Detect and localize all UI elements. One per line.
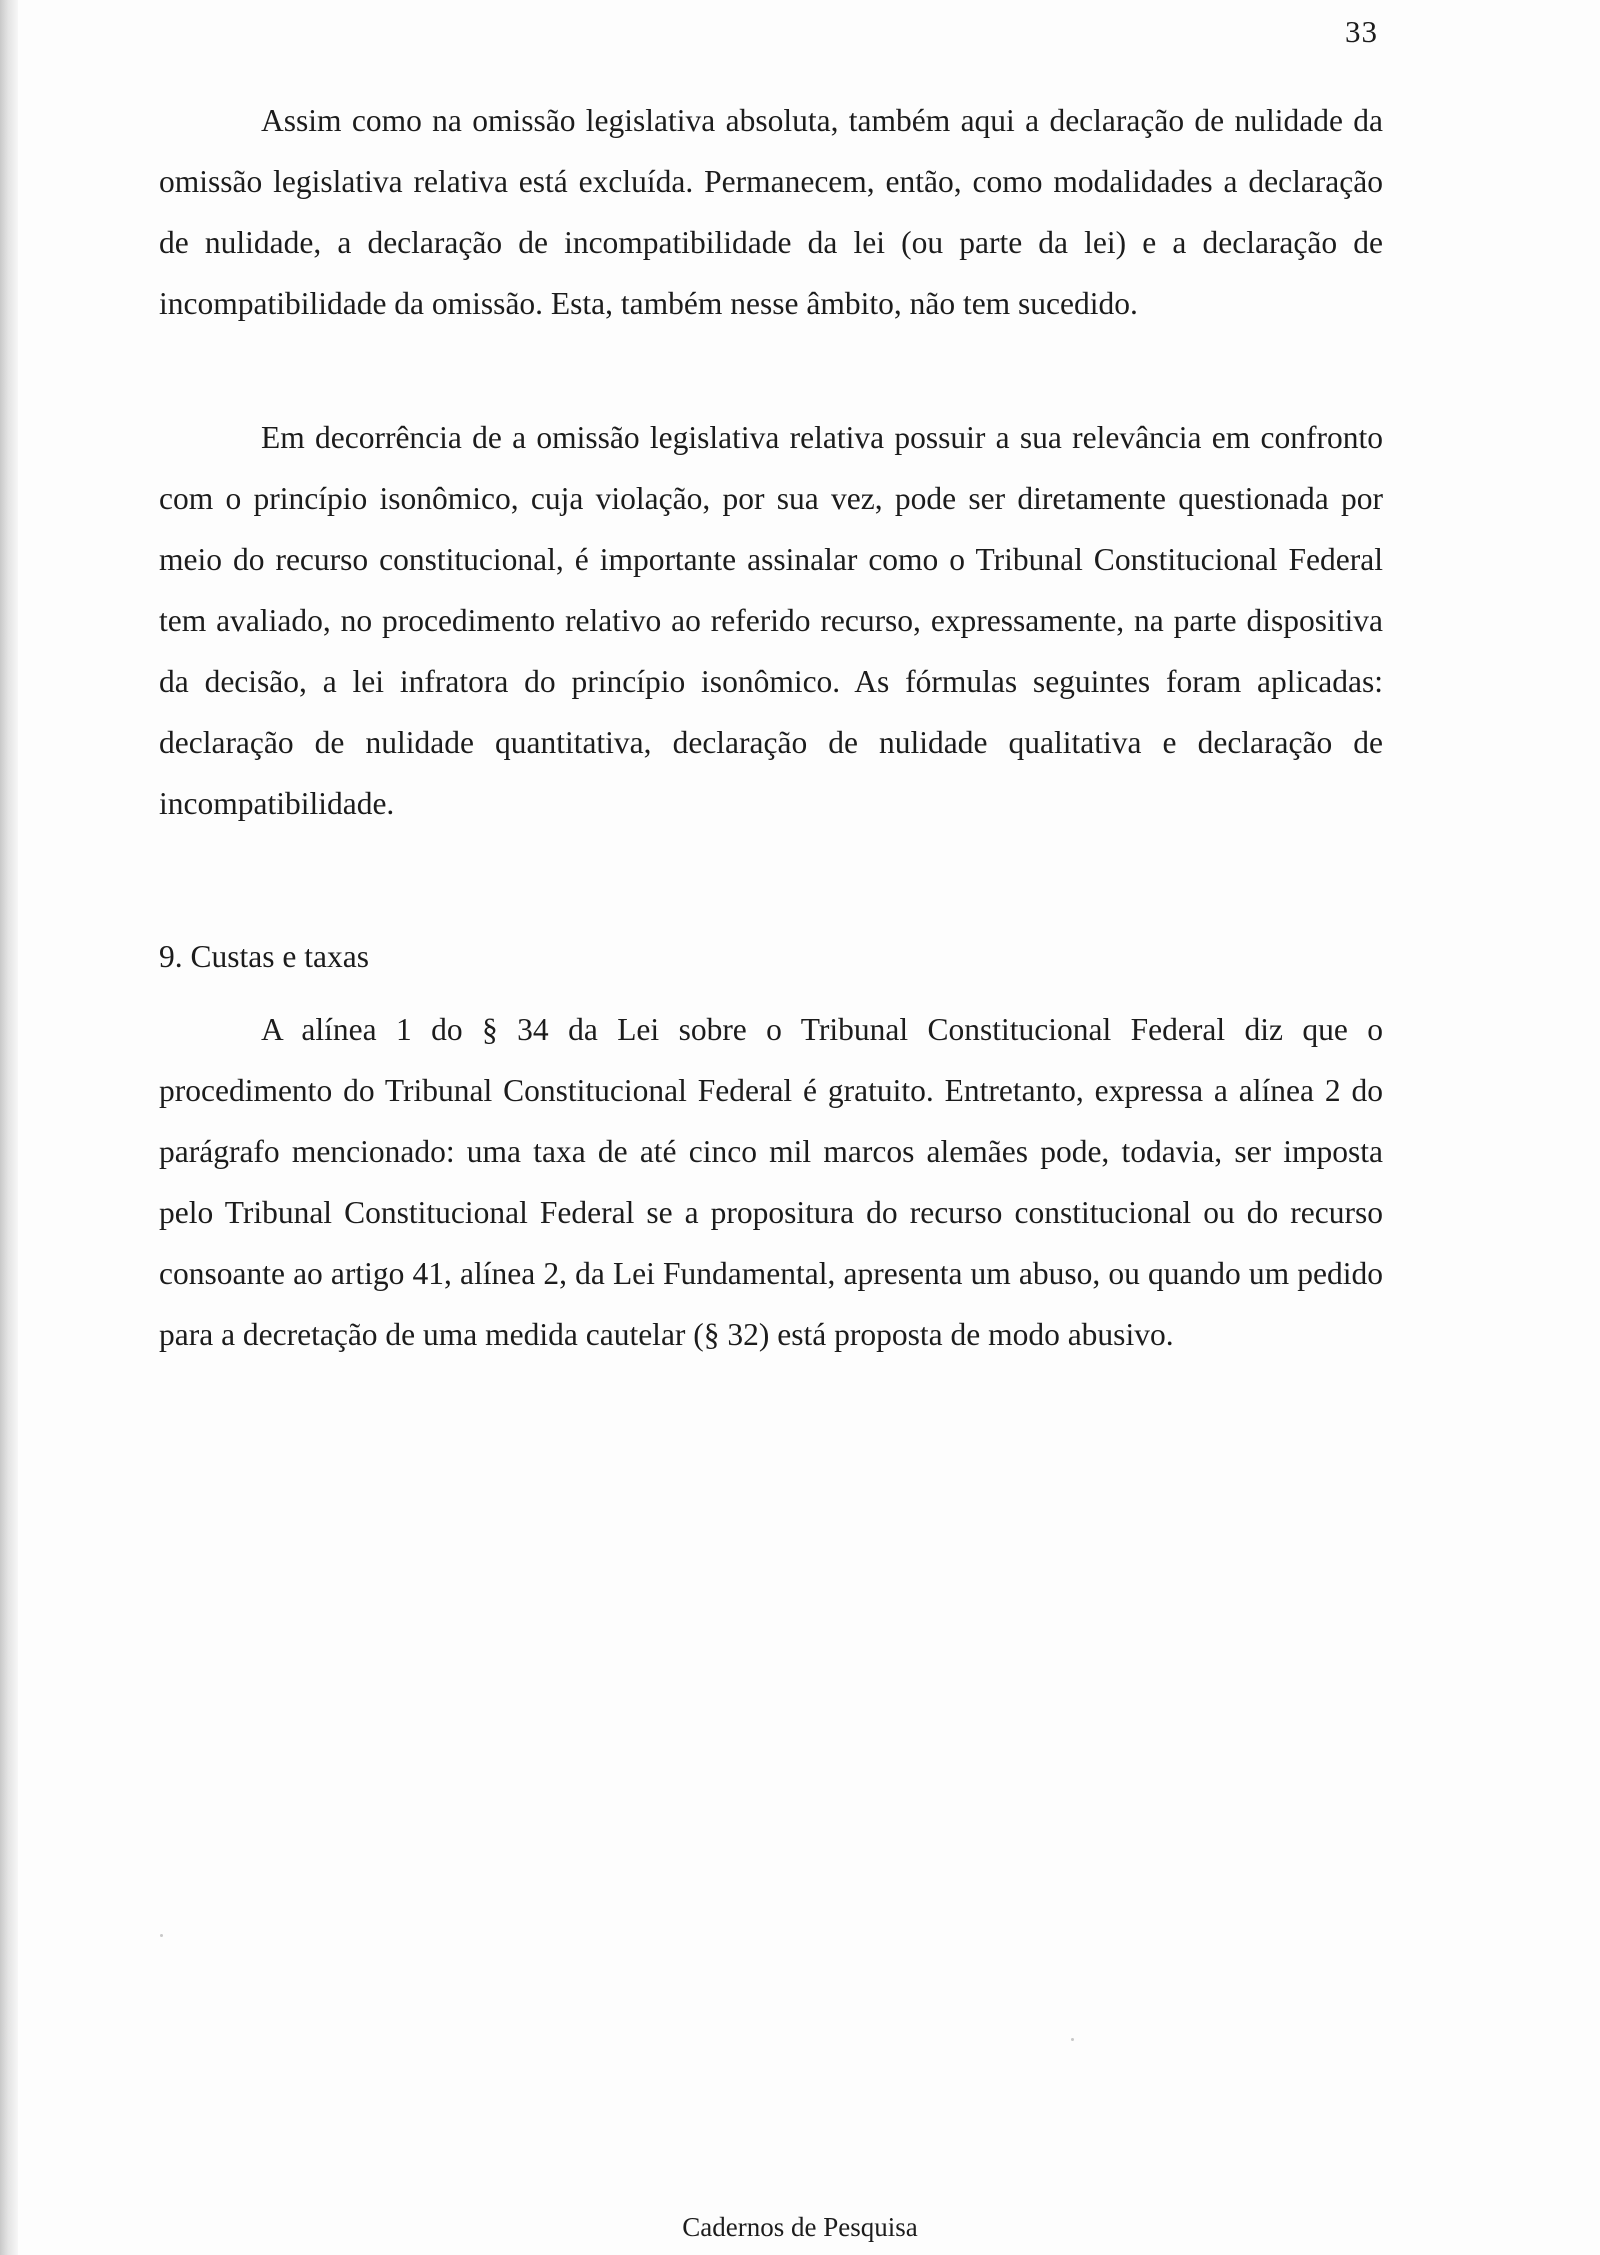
scan-speck: [1071, 2038, 1074, 2041]
paragraph-principio-isonomico: Em decorrência de a omissão legislativa relativa possuir a sua relevância em confronto com o princípio isonômico, cuja violação, por sua vez, pode ser diretamente questionada por meio do recurso constitucional, é importante assinalar como o Tribunal Constitucional Federal tem avaliado, no procedimento relativo ao referido recurso, expressamente, na parte dispositiva da decisão, a lei infratora do princípio isonômico. As fórmulas seguintes foram aplicadas: declaração de nulidade quantitativa, declaração de nulidade qualitativa e declaração de incompatibilidade.: [159, 420, 1383, 821]
section-heading: 9. Custas e taxas: [159, 939, 369, 974]
paragraph-omissao-absoluta: Assim como na omissão legislativa absoluta, também aqui a declaração de nulidade da omissão legislativa relativa está excluída. Permanecem, então, como modalidades a declaração de nulidade, a declaração de incompatibilidade da lei (ou parte da lei) e a declaração de incompatibilidade da omissão. Esta, também nesse âmbito, não tem sucedido.: [159, 103, 1383, 321]
paragraph-custas-e-taxas: A alínea 1 do § 34 da Lei sobre o Tribunal Constitucional Federal diz que o procedimento do Tribunal Constitucional Federal é gratuito. Entretanto, expressa a alínea 2 do parágrafo mencionado: uma taxa de até cinco mil marcos alemães pode, todavia, ser imposta pelo Tribunal Constitucional Federal se a propositura do recurso constitucional ou do recurso consoante ao artigo 41, alínea 2, da Lei Fundamental, apresenta um abuso, ou quando um pedido para a decretação de uma medida cautelar (§ 32) está proposta de modo abusivo.: [159, 1012, 1383, 1352]
page-number: 33: [1345, 14, 1378, 49]
page-footer: Cadernos de Pesquisa: [682, 2212, 918, 2242]
scan-edge-shadow: [0, 0, 18, 2255]
scan-speck: [160, 1934, 163, 1937]
